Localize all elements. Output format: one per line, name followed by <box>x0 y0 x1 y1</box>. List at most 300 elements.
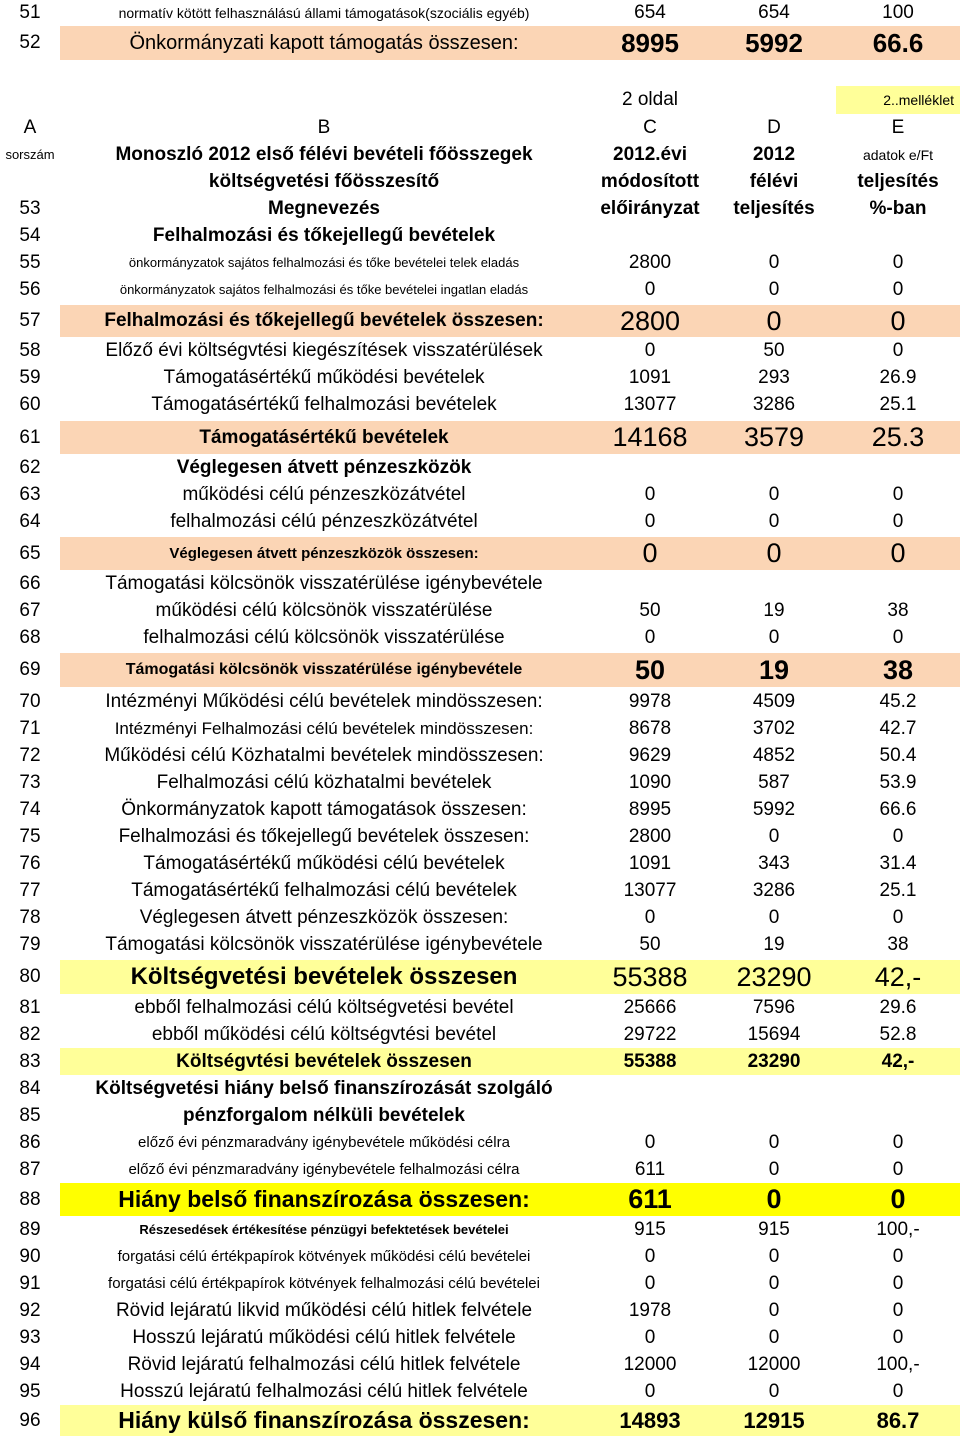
row-number-cell: 59 <box>19 366 41 388</box>
table-row <box>0 688 960 715</box>
row-number-cell: 54 <box>19 224 41 246</box>
appropriation-cell: 50 <box>588 653 712 687</box>
appropriation-cell: 1091 <box>628 366 672 388</box>
percent-cell: 86.7 <box>836 1405 960 1436</box>
row-number-cell: 75 <box>19 825 41 847</box>
performance-cell: 3702 <box>752 717 796 739</box>
performance-cell: 0 <box>768 825 780 847</box>
table-row <box>0 1378 960 1405</box>
table-row <box>0 114 960 141</box>
percent-cell: 25.1 <box>879 879 917 901</box>
percent-cell: 38 <box>887 599 909 621</box>
percent-cell: 100,- <box>876 1218 920 1240</box>
table-row <box>0 823 960 850</box>
appropriation-cell: 2800 <box>588 305 712 337</box>
row-number-cell: 86 <box>19 1131 41 1153</box>
performance-cell: 0 <box>768 483 780 505</box>
percent-cell <box>836 1102 960 1129</box>
row-number-cell: A <box>23 116 37 138</box>
performance-cell: 0 <box>712 537 836 570</box>
appropriation-cell: 915 <box>634 1218 666 1240</box>
description-cell: Támogatásértékű működési célú bevételek <box>143 852 505 874</box>
row-number-cell: 89 <box>19 1218 41 1240</box>
row-number-cell: 61 <box>19 426 41 448</box>
appropriation-cell: 8678 <box>628 717 672 739</box>
percent-cell: 50.4 <box>879 744 917 766</box>
performance-cell: 587 <box>758 771 790 793</box>
table-row <box>0 1324 960 1351</box>
appropriation-cell: 25666 <box>623 996 677 1018</box>
description-cell: ebből felhalmozási célú költségvetési bevétel <box>134 996 514 1018</box>
description-cell: Monoszló 2012 első félévi bevételi főösszegek <box>115 143 533 165</box>
performance-cell: 293 <box>758 366 790 388</box>
table-row <box>0 508 960 535</box>
table-row <box>0 1183 960 1216</box>
percent-cell: 45.2 <box>879 690 917 712</box>
performance-cell: 0 <box>768 251 780 273</box>
row-number-cell: 68 <box>19 626 41 648</box>
appropriation-cell: 29722 <box>623 1023 677 1045</box>
row-number-cell: 52 <box>19 32 41 53</box>
performance-cell: 4509 <box>752 690 796 712</box>
table-row <box>0 305 960 337</box>
row-number-cell: 63 <box>19 483 41 505</box>
description-cell: Felhalmozási és tőkejellegű bevételek összesen: <box>118 825 530 847</box>
performance-cell: 0 <box>768 1326 780 1348</box>
appropriation-cell: 2 oldal <box>622 89 678 110</box>
row-number-cell: 56 <box>19 278 41 300</box>
description-cell: előző évi pénzmaradvány igénybevétele felhalmozási célra <box>128 1161 520 1178</box>
description-cell: Felhalmozási célú közhatalmi bevételek <box>156 771 492 793</box>
appropriation-cell: 0 <box>644 339 656 361</box>
performance-cell: 915 <box>758 1218 790 1240</box>
performance-cell: 19 <box>763 933 785 955</box>
appropriation-cell: 0 <box>644 278 656 300</box>
description-cell: Megnevezés <box>268 197 380 219</box>
percent-cell: 52.8 <box>879 1023 917 1045</box>
description-cell: működési célú pénzeszközátvétel <box>182 483 466 505</box>
performance-cell <box>712 454 836 481</box>
performance-cell: 0 <box>768 1272 780 1294</box>
appropriation-cell: előirányzat <box>600 197 700 219</box>
appropriation-cell <box>588 222 712 249</box>
percent-cell: 100,- <box>876 1353 920 1375</box>
performance-cell: 0 <box>712 305 836 337</box>
appropriation-cell: 12000 <box>623 1353 677 1375</box>
percent-cell: 66.6 <box>879 798 917 820</box>
performance-cell: 0 <box>768 510 780 532</box>
row-number-cell: 79 <box>19 933 41 955</box>
performance-cell: 0 <box>768 1245 780 1267</box>
row-number-cell: 77 <box>19 879 41 901</box>
table-row <box>0 454 960 481</box>
appropriation-cell: 13077 <box>623 879 677 901</box>
description-cell: Hosszú lejáratú működési célú hitlek felvétele <box>132 1326 516 1348</box>
table-row <box>0 222 960 249</box>
table-row <box>0 850 960 877</box>
appropriation-cell: 13077 <box>623 393 677 415</box>
appropriation-cell: 14168 <box>588 421 712 454</box>
appropriation-cell: 9629 <box>628 744 672 766</box>
performance-cell: 2012 <box>752 143 796 165</box>
table-row <box>0 168 960 195</box>
description-cell: Működési célú Közhatalmi bevételek mindösszesen: <box>104 744 544 766</box>
description-cell: Önkormányzatok kapott támogatások összesen: <box>121 798 527 820</box>
row-number-cell: 62 <box>19 456 41 478</box>
performance-cell: 0 <box>768 1158 780 1180</box>
description-cell: Felhalmozási és tőkejellegű bevételek <box>152 224 496 246</box>
performance-cell: 19 <box>763 599 785 621</box>
performance-cell: 7596 <box>752 996 796 1018</box>
appropriation-cell: módosított <box>600 170 700 192</box>
table-row <box>0 1156 960 1183</box>
performance-cell: 0 <box>768 1131 780 1153</box>
row-number-cell: 69 <box>19 659 41 680</box>
performance-cell: 50 <box>763 339 785 361</box>
row-number-cell: 65 <box>19 542 41 564</box>
appropriation-cell: 50 <box>639 933 661 955</box>
table-row <box>0 994 960 1021</box>
percent-cell: adatok e/Ft <box>862 146 934 163</box>
description-cell: önkormányzatok sajátos felhalmozási és tőke bevételei telek eladás <box>128 255 520 270</box>
appropriation-cell: 1978 <box>628 1299 672 1321</box>
row-number-cell: 91 <box>19 1272 41 1294</box>
percent-cell: 26.9 <box>879 366 917 388</box>
appropriation-cell: 14893 <box>588 1405 712 1436</box>
percent-cell: 0 <box>836 305 960 337</box>
table-row <box>0 1075 960 1102</box>
description-cell: Intézményi Felhalmozási célú bevételek mindösszesen: <box>114 718 534 738</box>
performance-cell: 23290 <box>712 1048 836 1075</box>
appropriation-cell: 8995 <box>628 798 672 820</box>
row-number-cell: 71 <box>19 717 41 739</box>
table-row <box>0 796 960 823</box>
percent-cell: 42.7 <box>879 717 917 739</box>
performance-cell: 4852 <box>752 744 796 766</box>
appropriation-cell: 0 <box>644 626 656 648</box>
percent-cell <box>836 222 960 249</box>
row-number-cell: 95 <box>19 1380 41 1402</box>
percent-cell: 0 <box>892 906 904 928</box>
row-number-cell: 60 <box>19 393 41 415</box>
percent-cell: 0 <box>892 1245 904 1267</box>
row-number-cell: 58 <box>19 339 41 361</box>
description-cell: Rövid lejáratú likvid működési célú hitlek felvétele <box>115 1299 533 1321</box>
table-row <box>0 26 960 60</box>
appropriation-cell: 2800 <box>628 825 672 847</box>
performance-cell: 0 <box>712 1183 836 1216</box>
description-cell: Részesedések értékesítése pénzügyi befektetések bevételei <box>139 1222 509 1237</box>
row-number-cell: 92 <box>19 1299 41 1321</box>
appropriation-cell: 1091 <box>628 852 672 874</box>
percent-cell: 29.6 <box>879 996 917 1018</box>
table-row <box>0 0 960 26</box>
table-row <box>0 597 960 624</box>
appropriation-cell: 0 <box>588 537 712 570</box>
performance-cell: 12915 <box>712 1405 836 1436</box>
performance-cell: 0 <box>768 1380 780 1402</box>
percent-cell: 38 <box>887 933 909 955</box>
appropriation-cell: 2012.évi <box>613 143 687 165</box>
percent-cell: 0 <box>892 1158 904 1180</box>
row-number-cell: 76 <box>19 852 41 874</box>
performance-cell: 23290 <box>712 960 836 994</box>
performance-cell: 3286 <box>752 879 796 901</box>
appropriation-cell: 0 <box>644 483 656 505</box>
table-row <box>0 1216 960 1243</box>
appropriation-cell: C <box>643 116 657 138</box>
description-cell: normatív kötött felhasználású állami támogatások(szociális egyéb) <box>118 5 530 21</box>
row-number-cell: 73 <box>19 771 41 793</box>
percent-cell: 0 <box>892 1272 904 1294</box>
performance-cell <box>712 570 836 597</box>
table-row <box>0 960 960 994</box>
description-cell: Költségvetési hiány belső finanszírozását szolgáló <box>95 1077 553 1099</box>
description-cell: Felhalmozási és tőkejellegű bevételek összesen: <box>60 305 588 337</box>
appropriation-cell <box>588 454 712 481</box>
row-number-cell: 90 <box>19 1245 41 1267</box>
table-row <box>0 1405 960 1436</box>
percent-cell: 0 <box>892 339 904 361</box>
percent-cell: 0 <box>892 626 904 648</box>
appropriation-cell <box>588 570 712 597</box>
performance-cell <box>712 86 836 114</box>
table-row <box>0 1270 960 1297</box>
appropriation-cell: 50 <box>639 599 661 621</box>
description-cell: Támogatási kölcsönök visszatérülése igénybevétele <box>105 572 543 594</box>
table-row <box>0 421 960 454</box>
performance-cell: 5992 <box>712 26 836 60</box>
percent-cell: 0 <box>892 483 904 505</box>
table-row <box>0 1102 960 1129</box>
performance-cell: 12000 <box>747 1353 801 1375</box>
percent-cell: %-ban <box>869 197 927 219</box>
row-number-cell: 57 <box>19 310 41 331</box>
row-number-cell: 96 <box>19 1409 41 1431</box>
table-row <box>0 1351 960 1378</box>
performance-cell: teljesítés <box>733 197 815 219</box>
percent-cell: 31.4 <box>879 852 917 874</box>
description-cell: Önkormányzati kapott támogatás összesen: <box>60 26 588 60</box>
row-number-cell: 64 <box>19 510 41 532</box>
performance-cell: 0 <box>768 1299 780 1321</box>
row-number-cell: 94 <box>19 1353 41 1375</box>
table-row <box>0 141 960 168</box>
description-cell: Támogatásértékű felhalmozási bevételek <box>151 393 497 415</box>
table-row <box>0 537 960 570</box>
percent-cell: 42,- <box>836 960 960 994</box>
appropriation-cell: 2800 <box>628 251 672 273</box>
appropriation-cell: 9978 <box>628 690 672 712</box>
row-number-cell: 81 <box>19 996 41 1018</box>
row-number-cell: 83 <box>19 1050 41 1072</box>
performance-cell: 15694 <box>747 1023 801 1045</box>
performance-cell <box>712 1102 836 1129</box>
row-number-cell: 82 <box>19 1023 41 1045</box>
appropriation-cell: 0 <box>644 1380 656 1402</box>
table-row <box>0 1297 960 1324</box>
table-row <box>0 1048 960 1075</box>
description-cell: Támogatási kölcsönök visszatérülése igénybevétele <box>105 933 543 955</box>
percent-cell: 38 <box>836 653 960 687</box>
appropriation-cell: 611 <box>588 1183 712 1216</box>
percent-cell: 0 <box>836 1183 960 1216</box>
performance-cell: 343 <box>758 852 790 874</box>
performance-cell <box>712 1075 836 1102</box>
description-cell: Támogatási kölcsönök visszatérülése igénybevétele <box>60 653 588 687</box>
percent-cell: 0 <box>892 1380 904 1402</box>
row-number-cell: sorszám <box>5 147 55 162</box>
appropriation-cell <box>588 1102 712 1129</box>
performance-cell: 0 <box>768 906 780 928</box>
percent-cell: teljesítés <box>857 170 939 192</box>
description-cell: Költségvtési bevételek összesen <box>60 1048 588 1075</box>
description-cell: Véglegesen átvett pénzeszközök összesen: <box>60 537 588 570</box>
appropriation-cell: 0 <box>644 510 656 532</box>
appropriation-cell: 0 <box>644 1326 656 1348</box>
appropriation-cell <box>588 1075 712 1102</box>
appropriation-cell: 611 <box>634 1158 666 1180</box>
appropriation-cell: 8995 <box>588 26 712 60</box>
description-cell <box>60 86 588 114</box>
performance-cell: D <box>767 116 781 138</box>
percent-cell: 0 <box>892 825 904 847</box>
performance-cell: 19 <box>712 653 836 687</box>
percent-cell: 100 <box>882 2 914 23</box>
row-number-cell <box>0 168 60 195</box>
row-number-cell: 84 <box>19 1077 41 1099</box>
row-number-cell: 55 <box>19 251 41 273</box>
description-cell: Hiány belső finanszírozása összesen: <box>60 1183 588 1216</box>
percent-cell: 42,- <box>836 1048 960 1075</box>
table-row <box>0 195 960 222</box>
performance-cell: 3579 <box>712 421 836 454</box>
row-number-cell: 70 <box>19 690 41 712</box>
description-cell: Költségvetési bevételek összesen <box>60 960 588 994</box>
description-cell: Rövid lejáratú felhalmozási célú hitlek felvétele <box>127 1353 521 1375</box>
performance-cell <box>712 222 836 249</box>
appropriation-cell: 0 <box>644 1272 656 1294</box>
percent-cell: 2..melléklet <box>836 86 960 114</box>
description-cell: költségvetési főösszesítő <box>208 170 440 192</box>
row-number-cell: 93 <box>19 1326 41 1348</box>
description-cell: Támogatásértékű bevételek <box>60 421 588 454</box>
appropriation-cell: 0 <box>644 1131 656 1153</box>
description-cell: előző évi pénzmaradvány igénybevétele működési célra <box>138 1134 510 1151</box>
description-cell: Véglegesen átvett pénzeszközök összesen: <box>139 906 509 928</box>
performance-cell: 3286 <box>752 393 796 415</box>
description-cell: Hiány külső finanszírozása összesen: <box>60 1405 588 1436</box>
percent-cell: 0 <box>892 1299 904 1321</box>
row-number-cell: 87 <box>19 1158 41 1180</box>
appropriation-cell: 0 <box>644 1245 656 1267</box>
percent-cell: 53.9 <box>879 771 917 793</box>
row-number-cell: 72 <box>19 744 41 766</box>
row-number-cell <box>0 86 60 114</box>
table-row <box>0 276 960 303</box>
table-row <box>0 624 960 651</box>
table-row <box>0 391 960 418</box>
description-cell: Támogatásértékű működési bevételek <box>163 366 485 388</box>
row-number-cell: 51 <box>19 2 41 23</box>
description-cell: Hosszú lejáratú felhalmozási célú hitlek felvétele <box>120 1380 528 1402</box>
table-row <box>0 86 960 114</box>
appropriation-cell: 55388 <box>588 1048 712 1075</box>
table-row <box>0 364 960 391</box>
percent-cell: 66.6 <box>836 26 960 60</box>
percent-cell: 0 <box>892 1326 904 1348</box>
row-number-cell: 74 <box>19 798 41 820</box>
row-number-cell: 80 <box>19 966 41 987</box>
description-cell: pénzforgalom nélküli bevételek <box>183 1104 465 1126</box>
percent-cell: 0 <box>892 251 904 273</box>
description-cell: önkormányzatok sajátos felhalmozási és tőke bevételei ingatlan eladás <box>119 282 529 297</box>
performance-cell: félévi <box>749 170 799 192</box>
table-row <box>0 1243 960 1270</box>
table-row <box>0 742 960 769</box>
table-row <box>0 653 960 687</box>
table-row <box>0 904 960 931</box>
description-cell: Véglegesen átvett pénzeszközök <box>176 456 472 478</box>
table-row <box>0 931 960 958</box>
appropriation-cell: 0 <box>644 906 656 928</box>
table-row <box>0 769 960 796</box>
percent-cell <box>836 1075 960 1102</box>
row-number-cell: 66 <box>19 572 41 594</box>
table-row <box>0 1021 960 1048</box>
performance-cell: 0 <box>768 278 780 300</box>
percent-cell: 0 <box>892 510 904 532</box>
percent-cell: E <box>891 116 905 138</box>
row-number-cell: 88 <box>19 1188 41 1210</box>
percent-cell <box>836 570 960 597</box>
description-cell: forgatási célú értékpapírok kötvények működési célú bevételei <box>117 1248 531 1265</box>
percent-cell: 25.1 <box>879 393 917 415</box>
description-cell: felhalmozási célú kölcsönök visszatérülése <box>143 626 505 648</box>
table-row <box>0 337 960 364</box>
description-cell: felhalmozási célú pénzeszközátvétel <box>170 510 478 532</box>
description-cell: Intézményi Működési célú bevételek mindösszesen: <box>105 690 543 712</box>
appropriation-cell: 1090 <box>628 771 672 793</box>
description-cell: ebből működési célú költségvtési bevétel <box>151 1023 497 1045</box>
row-number-cell: 85 <box>19 1104 41 1126</box>
table-row <box>0 715 960 742</box>
performance-cell: 654 <box>758 2 790 23</box>
description-cell: Előző évi költségvtési kiegészítések visszatérülések <box>105 339 543 361</box>
table-row <box>0 877 960 904</box>
performance-cell: 5992 <box>752 798 796 820</box>
percent-cell: 0 <box>892 1131 904 1153</box>
percent-cell <box>836 454 960 481</box>
appropriation-cell: 55388 <box>588 960 712 994</box>
row-number-cell: 67 <box>19 599 41 621</box>
row-number-cell: 78 <box>19 906 41 928</box>
description-cell: B <box>317 116 331 138</box>
percent-cell: 0 <box>836 537 960 570</box>
description-cell: működési célú kölcsönök visszatérülése <box>155 599 493 621</box>
table-row <box>0 570 960 597</box>
table-row <box>0 1129 960 1156</box>
table-row <box>0 481 960 508</box>
table-row <box>0 249 960 276</box>
appropriation-cell: 654 <box>634 2 666 23</box>
percent-cell: 25.3 <box>836 421 960 454</box>
description-cell: forgatási célú értékpapírok kötvények felhalmozási célú bevételei <box>108 1275 540 1292</box>
description-cell: Támogatásértékű felhalmozási célú bevételek <box>131 879 517 901</box>
row-number-cell: 53 <box>19 197 41 219</box>
performance-cell: 0 <box>768 626 780 648</box>
percent-cell: 0 <box>892 278 904 300</box>
